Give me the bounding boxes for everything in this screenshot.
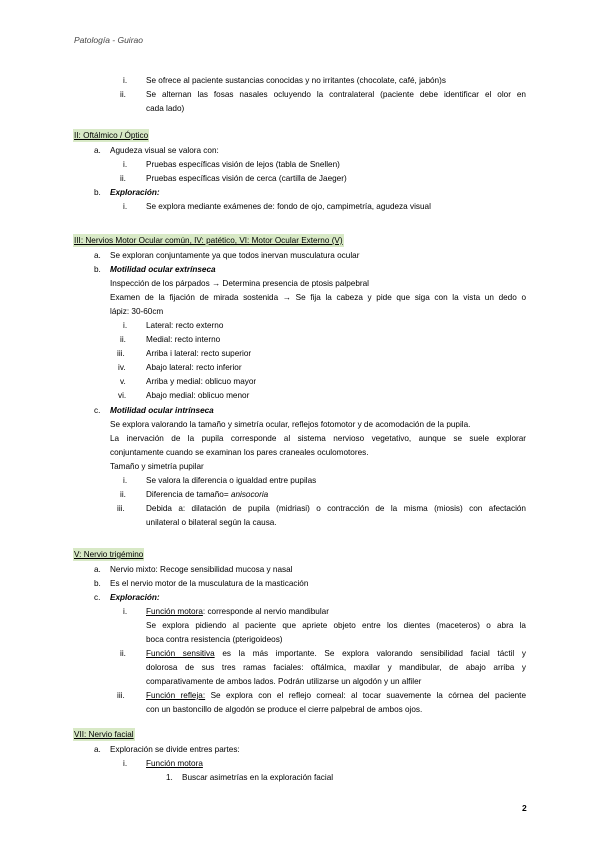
function-label: Función motora xyxy=(146,607,203,616)
list-item-cont: dolorosa de sus tres ramas faciales: oftálmica, maxilar y mandibular, de abajo arriba y xyxy=(146,663,526,672)
paragraph-cont: boca contra resistencia (pterigoideos) xyxy=(146,635,283,644)
list-item: Lateral: recto externo xyxy=(146,321,224,330)
list-item: Se valora la diferencia o igualdad entre pupilas xyxy=(146,476,317,485)
paragraph: Inspección de los párpados → Determina presencia de ptosis palpebral xyxy=(110,279,369,288)
list-item: Exploración: xyxy=(110,593,160,602)
paragraph: La inervación de la pupila corresponde al sistema nervioso vegetativo, aunque se suele explorar xyxy=(110,434,526,443)
list-item-cont: comparativamente de ambos lados. Podrán utilizarse un algodón y un alfiler xyxy=(146,677,422,686)
list-item: Debida a: dilatación de pupila (midriasi) o contracción de la misma (miosis) con afectación xyxy=(146,504,526,513)
list-item: Es el nervio motor de la musculatura de la masticación xyxy=(110,579,309,588)
function-label: Función refleja: xyxy=(146,691,206,700)
list-marker: iii. xyxy=(117,504,125,513)
list-marker: b. xyxy=(94,265,101,274)
list-marker: b. xyxy=(94,579,101,588)
paragraph-cont: lápiz: 30-60cm xyxy=(110,307,164,316)
list-item-cont: con un bastoncillo de algodón se produce el cierre palpebral de ambos ojos. xyxy=(146,705,423,714)
list-marker: vi. xyxy=(118,391,127,400)
list-item-cont: unilateral o bilateral según la causa. xyxy=(146,518,277,527)
list-item: Nervio mixto: Recoge sensibilidad mucosa y nasal xyxy=(110,565,293,574)
list-marker: v. xyxy=(120,377,126,386)
list-marker: i. xyxy=(123,476,128,485)
list-item: Medial: recto interno xyxy=(146,335,221,344)
list-marker: i. xyxy=(123,202,128,211)
paragraph: Examen de la fijación de mirada sostenida → Se fija la cabeza y pide que siga con la vista un dedo o xyxy=(110,293,526,302)
list-marker: iii. xyxy=(117,691,125,700)
list-item xyxy=(146,605,329,618)
list-marker: i. xyxy=(123,321,128,330)
page-header: Patología - Guirao xyxy=(74,35,143,45)
function-label: Función motora xyxy=(146,759,203,768)
list-marker: 1. xyxy=(166,773,173,782)
list-marker: ii. xyxy=(120,90,126,99)
list-item: Abajo lateral: recto inferior xyxy=(146,363,242,372)
list-item-text: : corresponde al nervio mandibular xyxy=(202,607,329,616)
italic-term: anisocoria xyxy=(230,490,269,499)
list-item xyxy=(146,689,526,702)
list-marker: b. xyxy=(94,188,101,197)
function-label: Función sensitiva xyxy=(146,649,215,658)
list-item: Buscar asimetrías en la exploración facial xyxy=(182,773,334,782)
list-marker: a. xyxy=(94,745,101,754)
list-marker: iv. xyxy=(118,363,126,372)
list-item: Motilidad ocular extrínseca xyxy=(110,265,216,274)
list-item-text: Diferencia de tamaño= xyxy=(146,490,231,499)
list-item: Se exploran conjuntamente ya que todos inervan musculatura ocular xyxy=(110,251,360,260)
list-marker: a. xyxy=(94,251,101,260)
list-item-text: Se explora con el reflejo corneal: al tocar suavemente la córnea del paciente xyxy=(205,691,527,700)
list-marker: a. xyxy=(94,565,101,574)
paragraph: Se explora valorando la tamaño y simetría ocular, reflejos fotomotor y de acomodación de la pupila. xyxy=(110,420,471,429)
paragraph-cont: conjuntamente cuando se examinan los pares craneales oculomotores. xyxy=(110,448,369,457)
list-item: Agudeza visual se valora con: xyxy=(110,146,219,155)
page-number: 2 xyxy=(522,803,527,813)
list-marker: ii. xyxy=(120,335,126,344)
section-title: VII: Nervio facial xyxy=(74,730,134,739)
list-item: Arriba i lateral: recto superior xyxy=(146,349,252,358)
list-marker: i. xyxy=(123,76,128,85)
list-item: Se alternan las fosas nasales ocluyendo la contralateral (paciente debe identificar el olor en xyxy=(146,90,526,99)
list-marker: iii. xyxy=(117,349,125,358)
list-item: Exploración: xyxy=(110,188,160,197)
list-item: Motilidad ocular intrínseca xyxy=(110,406,214,415)
list-marker: i. xyxy=(123,607,128,616)
section-title: V: Nervio trigémino xyxy=(74,550,144,559)
list-item: Exploración se divide entres partes: xyxy=(110,745,240,754)
list-marker: c. xyxy=(94,593,101,602)
list-marker: ii. xyxy=(120,649,126,658)
list-item-cont: cada lado) xyxy=(146,104,185,113)
list-marker: ii. xyxy=(120,174,126,183)
paragraph: Tamaño y simetría pupilar xyxy=(110,462,204,471)
section-title: II: Oftálmico / Óptico xyxy=(74,131,149,140)
list-item: Pruebas específicas visión de cerca (cartilla de Jaeger) xyxy=(146,174,347,183)
list-marker: i. xyxy=(123,160,128,169)
list-marker: ii. xyxy=(120,490,126,499)
list-item-text: es la más importante. Se explora valorando sensibilidad facial táctil y xyxy=(214,649,527,658)
section-title: III: Nervios Motor Ocular común, IV: patético, VI: Motor Ocular Externo (V) xyxy=(74,236,343,245)
paragraph: Se explora pidiendo al paciente que apriete objeto entre los dientes (maceteros) o abra la xyxy=(146,621,526,630)
list-item: Pruebas específicas visión de lejos (tabla de Snellen) xyxy=(146,160,340,169)
list-item: Se ofrece al paciente sustancias conocidas y no irritantes (chocolate, café, jabón)s xyxy=(146,76,446,85)
list-item: Arriba y medial: oblicuo mayor xyxy=(146,377,257,386)
list-marker: a. xyxy=(94,146,101,155)
list-marker: c. xyxy=(94,406,101,415)
list-item xyxy=(146,488,268,501)
list-item xyxy=(146,647,526,660)
list-item: Se explora mediante exámenes de: fondo de ojo, campimetría, agudeza visual xyxy=(146,202,431,211)
list-marker: i. xyxy=(123,759,128,768)
list-item: Abajo medial: oblicuo menor xyxy=(146,391,250,400)
